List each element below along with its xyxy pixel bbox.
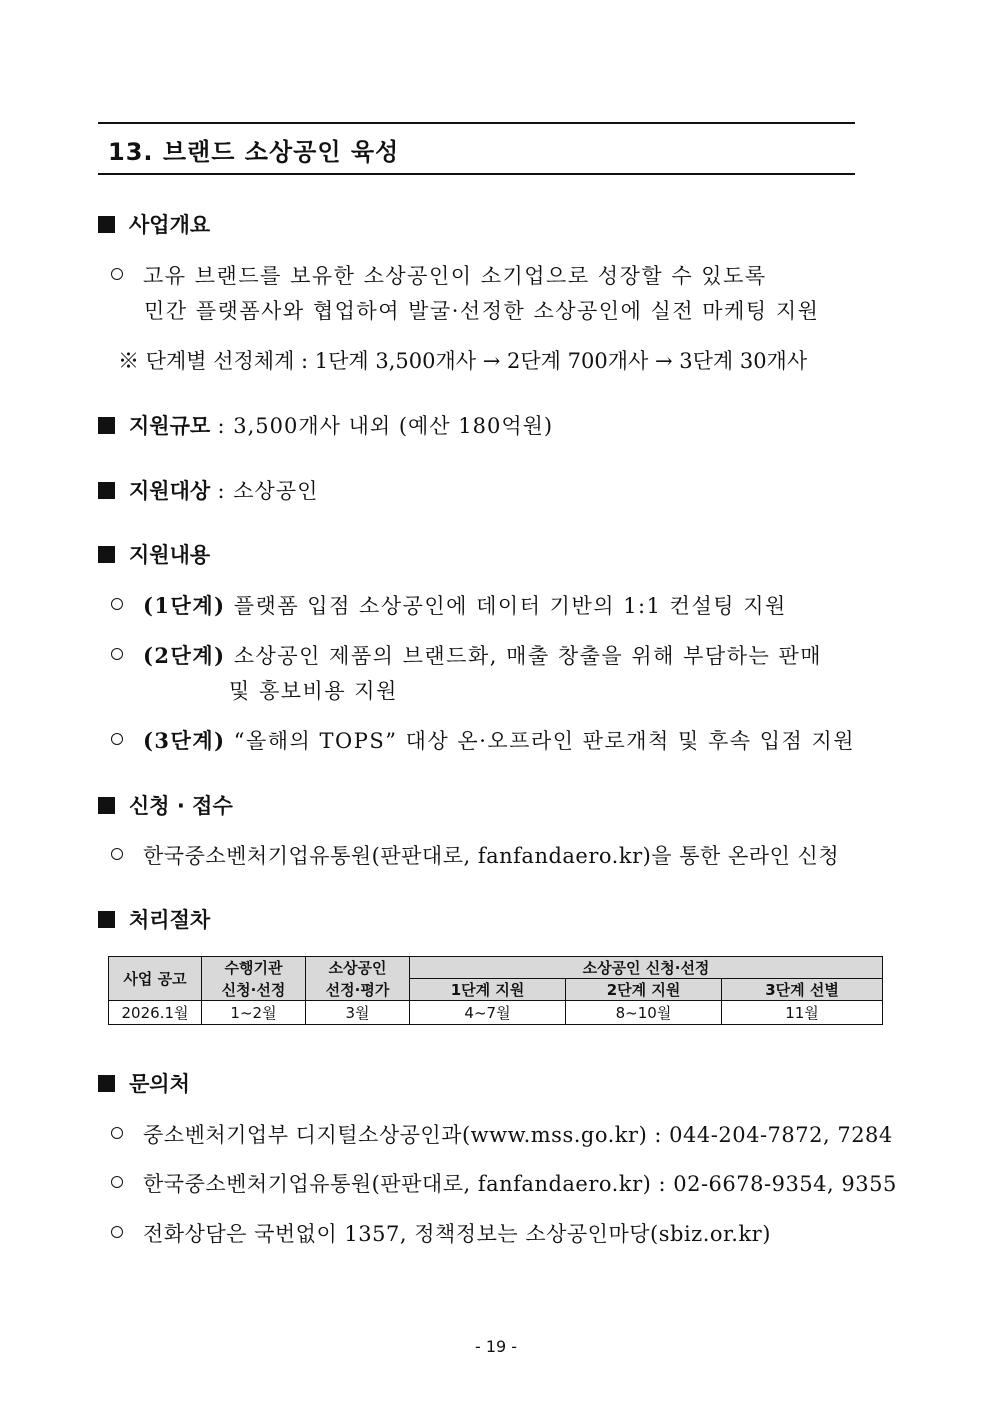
page-title: 13. 브랜드 소상공인 육성 <box>108 138 400 166</box>
page-number: - 19 - <box>474 1337 518 1356</box>
table-header-stage3: 3단계 선별 <box>722 979 883 1001</box>
table-row <box>109 1001 883 1025</box>
content-item-3 <box>111 725 855 755</box>
table-header-sme-2: 선정·평가 <box>306 979 410 1001</box>
content-item-1-label: (1단계) <box>143 593 226 618</box>
circle-bullet-icon <box>111 848 123 860</box>
square-bullet-icon <box>98 1075 115 1092</box>
apply-text: 한국중소벤처기업유통원(판판대로, fanfandaero.kr)을 통한 온라인 신청 <box>143 844 840 868</box>
table-cell: 8~10월 <box>566 1001 722 1025</box>
contact-item-1-text: 중소벤처기업부 디지털소상공인과(www.mss.go.kr) : 044-204-7872, 7284 <box>143 1123 893 1147</box>
circle-bullet-icon <box>111 598 123 610</box>
process-table <box>108 956 883 1025</box>
overview-line-1-text: 고유 브랜드를 보유한 소상공인이 소기업으로 성장할 수 있도록 <box>143 264 767 288</box>
table-header-announce: 사업 공고 <box>109 957 202 1001</box>
overview-note: ※ 단계별 선정체계 : 1단계 3,500개사 → 2단계 700개사 → 3단계 30개사 <box>118 349 808 373</box>
table-header-org-1: 수행기관 <box>202 957 306 979</box>
overview-heading-label: 사업개요 <box>129 213 211 237</box>
section-heading-process <box>98 904 210 934</box>
content-item-1 <box>111 590 787 620</box>
apply-heading-label: 신청 · 접수 <box>129 794 233 818</box>
section-heading-content <box>98 539 210 569</box>
square-bullet-icon <box>98 216 115 233</box>
scale-heading-label: 지원규모 <box>129 414 211 438</box>
circle-bullet-icon <box>111 733 123 745</box>
contact-item-3-text: 전화상담은 국번없이 1357, 정책정보는 소상공인마당(sbiz.or.kr) <box>143 1222 771 1246</box>
target-heading-label: 지원대상 <box>129 479 211 503</box>
content-item-3-text: “올해의 TOPS” 대상 온·오프라인 판로개척 및 후속 입점 지원 <box>233 729 856 753</box>
contact-heading-label: 문의처 <box>129 1072 190 1096</box>
content-heading-label: 지원내용 <box>129 543 211 567</box>
section-heading-apply <box>98 790 233 820</box>
content-item-2 <box>111 640 822 670</box>
content-item-1-text: 플랫폼 입점 소상공인에 데이터 기반의 1:1 컨설팅 지원 <box>233 594 787 618</box>
circle-bullet-icon <box>111 648 123 660</box>
section-heading-target <box>98 475 318 505</box>
table-header-stage2: 2단계 지원 <box>566 979 722 1001</box>
contact-item-2 <box>111 1168 897 1198</box>
section-heading-overview <box>98 209 210 239</box>
table-header-org-2: 신청·선정 <box>202 979 306 1001</box>
square-bullet-icon <box>98 482 115 499</box>
circle-bullet-icon <box>111 1226 123 1238</box>
table-header-sme-1: 소상공인 <box>306 957 410 979</box>
apply-line <box>111 840 839 870</box>
overview-line-1 <box>111 260 767 290</box>
section-heading-contact <box>98 1068 190 1098</box>
circle-bullet-icon <box>111 1127 123 1139</box>
content-item-2-text: 소상공인 제품의 브랜드화, 매출 창출을 위해 부담하는 판매 <box>233 644 823 668</box>
table-cell: 1~2월 <box>202 1001 306 1025</box>
contact-item-2-text: 한국중소벤처기업유통원(판판대로, fanfandaero.kr) : 02-6678-9354, 9355 <box>143 1172 897 1196</box>
square-bullet-icon <box>98 797 115 814</box>
table-header-stage1: 1단계 지원 <box>410 979 566 1001</box>
circle-bullet-icon <box>111 268 123 280</box>
table-header-group: 소상공인 신청·선정 <box>410 957 883 979</box>
content-item-2-label: (2단계) <box>143 643 226 668</box>
table-cell: 3월 <box>306 1001 410 1025</box>
square-bullet-icon <box>98 417 115 434</box>
title-box <box>98 122 855 175</box>
content-item-3-label: (3단계) <box>143 728 226 753</box>
table-cell: 2026.1월 <box>109 1001 202 1025</box>
target-value: : 소상공인 <box>217 479 319 503</box>
contact-item-3 <box>111 1218 771 1248</box>
scale-value: : 3,500개사 내외 (예산 180억원) <box>217 414 554 438</box>
circle-bullet-icon <box>111 1176 123 1188</box>
square-bullet-icon <box>98 546 115 563</box>
square-bullet-icon <box>98 911 115 928</box>
contact-item-1 <box>111 1119 893 1149</box>
process-heading-label: 처리절차 <box>129 908 211 932</box>
content-item-2-text-cont: 및 홍보비용 지원 <box>229 679 398 703</box>
table-cell: 4~7월 <box>410 1001 566 1025</box>
table-cell: 11월 <box>722 1001 883 1025</box>
table-row <box>109 957 883 979</box>
overview-line-2: 민간 플랫폼사와 협업하여 발굴·선정한 소상공인에 실전 마케팅 지원 <box>144 299 820 323</box>
table-row <box>109 979 883 1001</box>
section-heading-scale <box>98 410 553 440</box>
